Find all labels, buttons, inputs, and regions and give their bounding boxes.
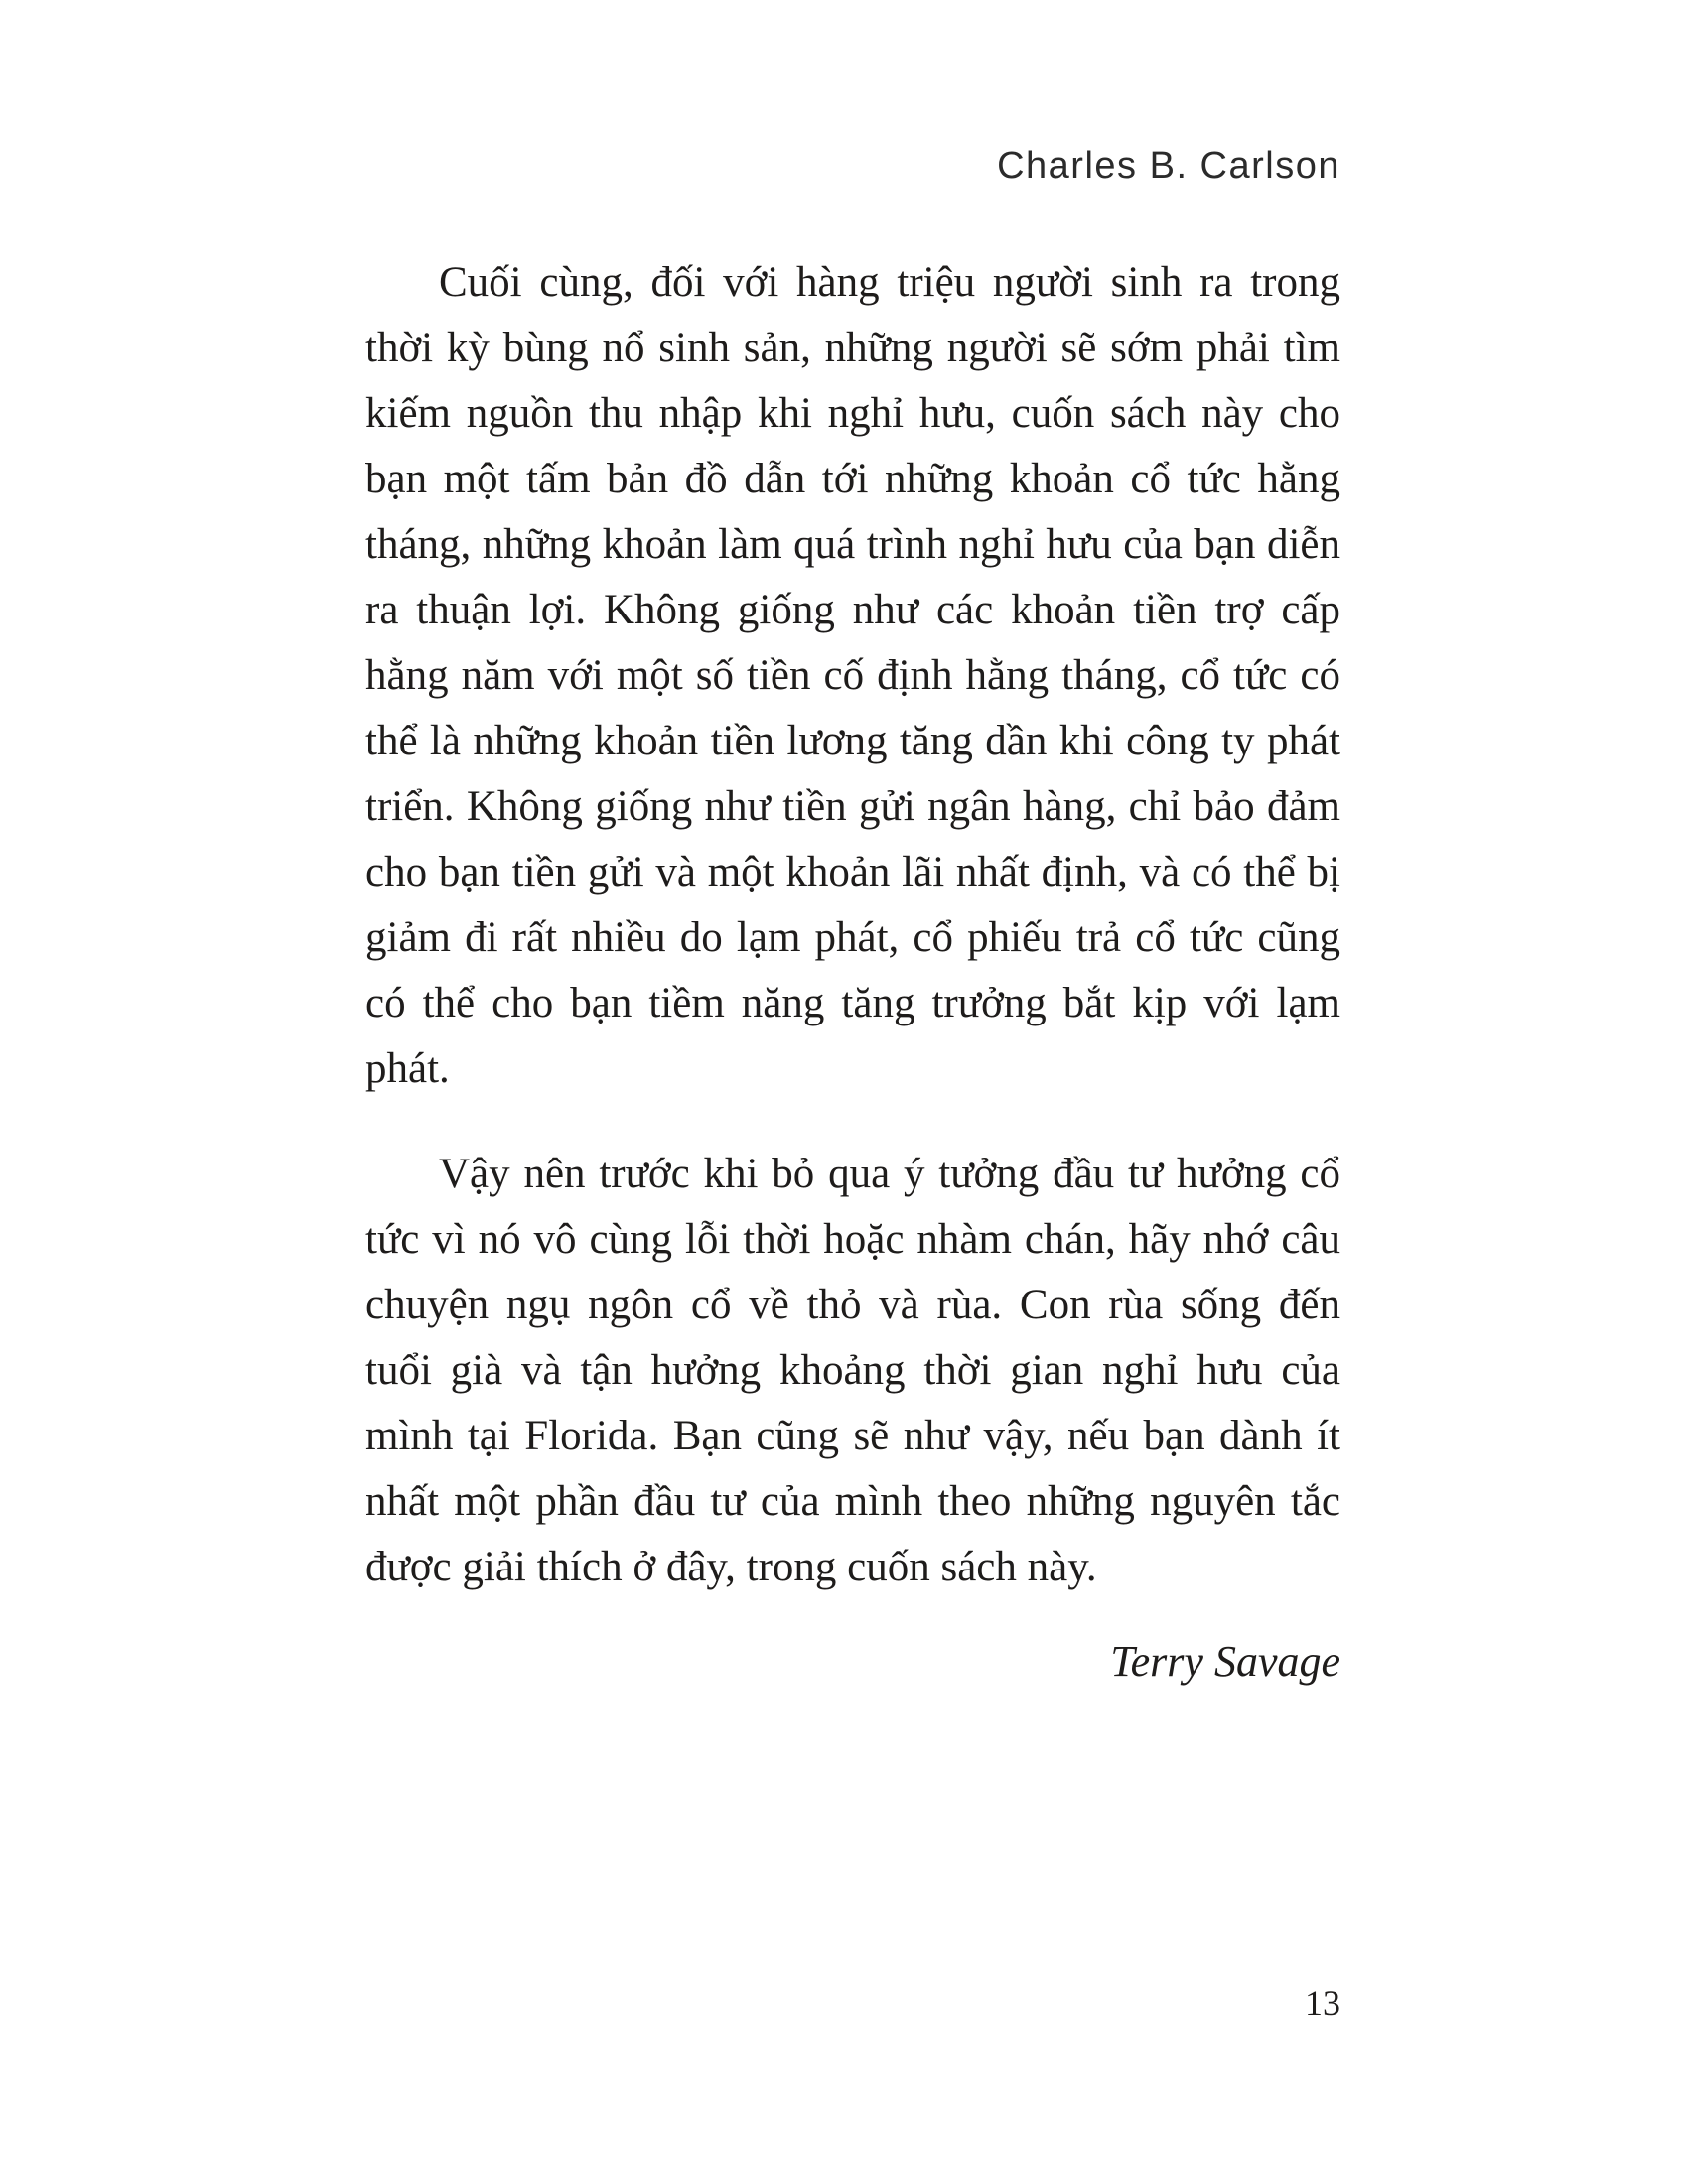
paragraph-1: Cuối cùng, đối với hàng triệu người sinh ra trong thời kỳ bùng nổ sinh sản, những người sẽ sớm phải tìm kiếm nguồn thu nhập khi nghỉ hưu, cuốn sách này cho bạn một tấm bản đồ dẫn tới những khoản cổ tức hằng tháng, những khoản làm quá trình nghỉ hưu của bạn diễn ra thuận lợi. Không giống như các khoản tiền trợ cấp hằng năm với một số tiền cố định hằng tháng, cổ tức có thể là những khoản tiền lương tăng dần khi công ty phát triển. Không giống như tiền gửi ngân hàng, chỉ bảo đảm cho bạn tiền gửi và một khoản lãi nhất định, và có thể bị giảm đi rất nhiều do lạm phát, cổ phiếu trả cổ tức cũng có thể cho bạn tiềm năng tăng trưởng bắt kịp với lạm phát. xyxy=(365,259,1340,1092)
running-header-title: Charles B. Carlson xyxy=(997,145,1340,187)
running-header xyxy=(365,145,1340,187)
page-number: 13 xyxy=(1305,1983,1340,2023)
page-body xyxy=(365,250,1340,1688)
author-signature: Terry Savage xyxy=(1110,1637,1340,1686)
paragraph-2: Vậy nên trước khi bỏ qua ý tưởng đầu tư hưởng cổ tức vì nó vô cùng lỗi thời hoặc nhàm chán, hãy nhớ câu chuyện ngụ ngôn cổ về thỏ và rùa. Con rùa sống đến tuổi già và tận hưởng khoảng thời gian nghỉ hưu của mình tại Florida. Bạn cũng sẽ như vậy, nếu bạn dành ít nhất một phần đầu tư của mình theo những nguyên tắc được giải thích ở đây, trong cuốn sách này. xyxy=(365,1151,1340,1590)
